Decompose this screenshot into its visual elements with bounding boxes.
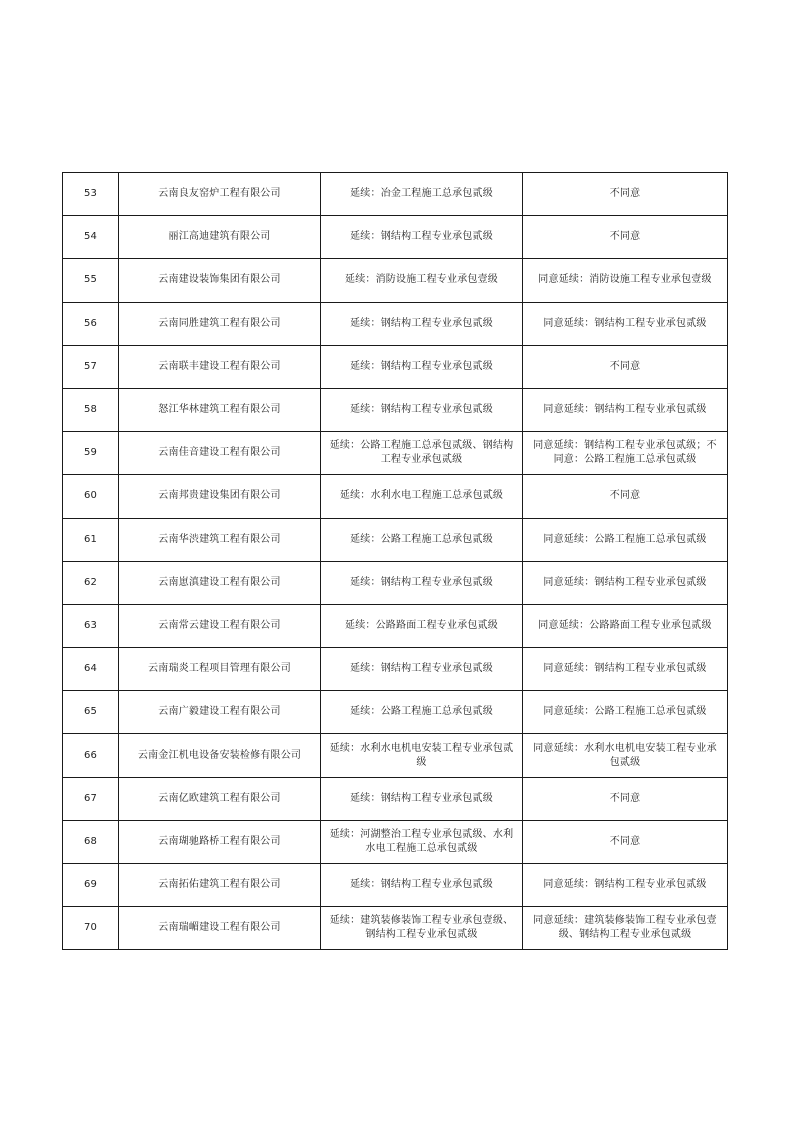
row-number: 60 [63,475,119,518]
row-number: 63 [63,604,119,647]
company-name: 云南建设装饰集团有限公司 [119,259,321,302]
review-result: 不同意 [523,475,728,518]
company-name: 云南联丰建设工程有限公司 [119,345,321,388]
application-item: 延续：公路工程施工总承包贰级 [321,691,523,734]
table-row [63,345,728,388]
application-item: 延续：冶金工程施工总承包贰级 [321,173,523,216]
company-name: 云南金江机电设备安装检修有限公司 [119,734,321,777]
review-result: 同意延续：钢结构工程专业承包贰级 [523,388,728,431]
company-name: 云南良友窑炉工程有限公司 [119,173,321,216]
row-number: 57 [63,345,119,388]
table-row [63,864,728,907]
row-number: 59 [63,432,119,475]
review-result: 不同意 [523,777,728,820]
table-row [63,561,728,604]
review-result: 不同意 [523,173,728,216]
table-row [63,216,728,259]
row-number: 69 [63,864,119,907]
review-result: 同意延续：钢结构工程专业承包贰级；不同意：公路工程施工总承包贰级 [523,432,728,475]
company-name: 云南亿欧建筑工程有限公司 [119,777,321,820]
review-result: 同意延续：钢结构工程专业承包贰级 [523,648,728,691]
table-row [63,604,728,647]
table-row [63,475,728,518]
review-result: 不同意 [523,216,728,259]
application-item: 延续：钢结构工程专业承包贰级 [321,648,523,691]
review-result: 不同意 [523,345,728,388]
table-row [63,777,728,820]
review-result: 同意延续：钢结构工程专业承包贰级 [523,302,728,345]
company-name: 云南瑞炎工程项目管理有限公司 [119,648,321,691]
row-number: 64 [63,648,119,691]
row-number: 68 [63,820,119,863]
application-item: 延续：水利水电机电安装工程专业承包贰级 [321,734,523,777]
company-name: 怒江华林建筑工程有限公司 [119,388,321,431]
application-item: 延续：河湖整治工程专业承包贰级、水利水电工程施工总承包贰级 [321,820,523,863]
row-number: 70 [63,907,119,950]
application-item: 延续：公路路面工程专业承包贰级 [321,604,523,647]
application-item: 延续：钢结构工程专业承包贰级 [321,777,523,820]
company-name: 云南崽滇建设工程有限公司 [119,561,321,604]
table-row [63,820,728,863]
application-item: 延续：建筑装修装饰工程专业承包壹级、钢结构工程专业承包贰级 [321,907,523,950]
review-result: 同意延续：建筑装修装饰工程专业承包壹级、钢结构工程专业承包贰级 [523,907,728,950]
review-result: 同意延续：水利水电机电安装工程专业承包贰级 [523,734,728,777]
review-result: 同意延续：钢结构工程专业承包贰级 [523,561,728,604]
application-item: 延续：公路工程施工总承包贰级 [321,518,523,561]
approval-table-body [63,173,728,950]
company-name: 云南广毅建设工程有限公司 [119,691,321,734]
review-result: 不同意 [523,820,728,863]
row-number: 55 [63,259,119,302]
row-number: 66 [63,734,119,777]
company-name: 云南佳音建设工程有限公司 [119,432,321,475]
row-number: 65 [63,691,119,734]
application-item: 延续：钢结构工程专业承包贰级 [321,302,523,345]
company-name: 云南华渋建筑工程有限公司 [119,518,321,561]
row-number: 61 [63,518,119,561]
row-number: 67 [63,777,119,820]
company-name: 云南瑚驰路桥工程有限公司 [119,820,321,863]
table-row [63,648,728,691]
review-result: 同意延续：钢结构工程专业承包贰级 [523,864,728,907]
application-item: 延续：钢结构工程专业承包贰级 [321,561,523,604]
application-item: 延续：钢结构工程专业承包贰级 [321,345,523,388]
approval-table [62,172,728,950]
row-number: 56 [63,302,119,345]
table-row [63,518,728,561]
table-row [63,907,728,950]
row-number: 54 [63,216,119,259]
table-row [63,691,728,734]
application-item: 延续：钢结构工程专业承包贰级 [321,388,523,431]
table-row [63,432,728,475]
row-number: 58 [63,388,119,431]
company-name: 云南邦贵建设集团有限公司 [119,475,321,518]
company-name: 云南拓佑建筑工程有限公司 [119,864,321,907]
application-item: 延续：水利水电工程施工总承包贰级 [321,475,523,518]
table-row [63,259,728,302]
application-item: 延续：消防设施工程专业承包壹级 [321,259,523,302]
review-result: 同意延续：消防设施工程专业承包壹级 [523,259,728,302]
company-name: 丽江高迪建筑有限公司 [119,216,321,259]
table-row [63,734,728,777]
row-number: 62 [63,561,119,604]
review-result: 同意延续：公路工程施工总承包贰级 [523,691,728,734]
application-item: 延续：钢结构工程专业承包贰级 [321,864,523,907]
application-item: 延续：公路工程施工总承包贰级、钢结构工程专业承包贰级 [321,432,523,475]
table-row [63,302,728,345]
company-name: 云南常云建设工程有限公司 [119,604,321,647]
review-result: 同意延续：公路工程施工总承包贰级 [523,518,728,561]
table-row [63,388,728,431]
company-name: 云南瑞嵋建设工程有限公司 [119,907,321,950]
application-item: 延续：钢结构工程专业承包贰级 [321,216,523,259]
row-number: 53 [63,173,119,216]
table-row [63,173,728,216]
review-result: 同意延续：公路路面工程专业承包贰级 [523,604,728,647]
company-name: 云南同胜建筑工程有限公司 [119,302,321,345]
